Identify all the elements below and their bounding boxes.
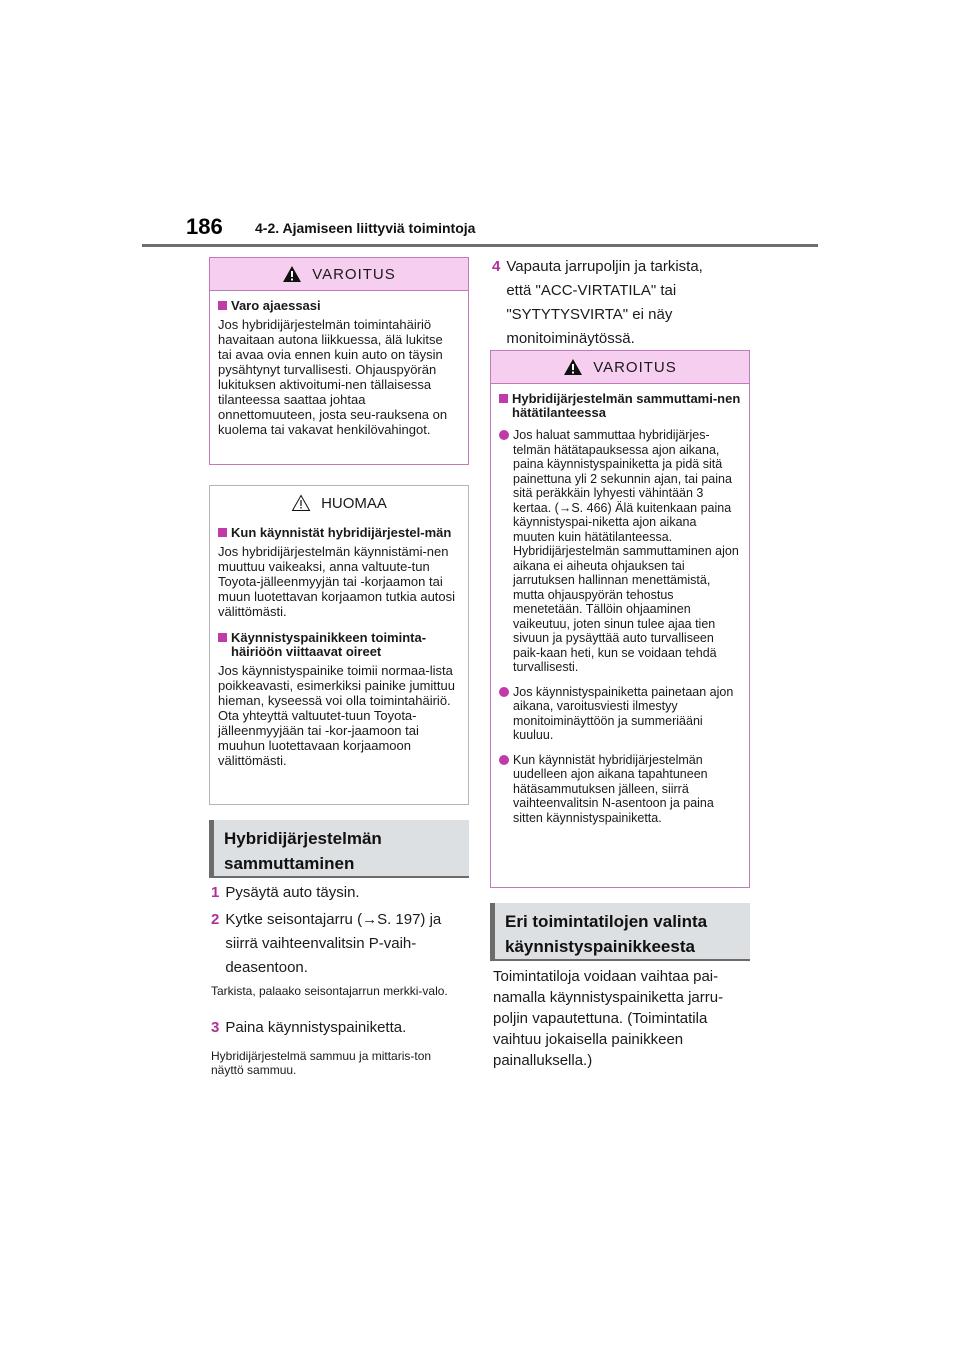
section-heading-shutdown: Hybridijärjestelmän sammuttaminen <box>209 820 469 876</box>
notice-title: HUOMAA <box>321 494 387 512</box>
caution-triangle-icon <box>291 494 311 512</box>
step-3 <box>211 1016 473 1040</box>
step-number: 3 <box>211 1019 220 1036</box>
square-bullet-icon <box>218 633 227 642</box>
page-number: 186 <box>186 214 223 239</box>
warning-bullet <box>499 685 741 743</box>
step-number: 1 <box>211 884 220 901</box>
warning-bullet <box>499 753 741 826</box>
bullet-text: Jos käynnistyspainiketta painetaan ajon aikana, varoitusviesti ilmestyy monitoiminäyttöön ja summeriääni kuuluu. <box>513 684 734 742</box>
square-bullet-icon <box>218 528 227 537</box>
round-bullet-icon <box>499 430 509 440</box>
notice-box <box>209 485 469 805</box>
bullet-text: Kun käynnistät hybridijärjestelmän uudelleen ajon aikana tapahtuneen hätäsammutuksen jälleen, siirrä vaihteenvalitsin N-asentoon ja paina sitten käynnistyspainiketta. <box>513 752 714 825</box>
warning-header <box>210 258 468 291</box>
warning-subheading <box>499 392 741 420</box>
step-2-note: Tarkista, palaako seisontajarrun merkki-valo. <box>211 984 448 998</box>
square-bullet-icon <box>218 301 227 310</box>
notice-subheading-text: Käynnistyspainikkeen toiminta-häiriöön viittaavat oireet <box>231 630 427 659</box>
notice-header <box>210 488 468 518</box>
step-text: Paina käynnistyspainiketta. <box>225 1019 407 1036</box>
step-number: 2 <box>211 911 220 928</box>
bullet-text: Jos haluat sammuttaa hybridijärjes-telmän hätätapauksessa ajon aikana, paina käynnistyspainiketta ja pidä sitä painettuna yli 2 sekunnin ajan, tai paina sitä peräkkäin lyhyesti vähintään 3 kertaa. (→S. 466) Älä kuitenkaan paina käynnistyspai-niketta ajon aikana muuten kuin hätätilanteessa. Hybridijärjestelmän sammuttaminen ajon aikana ei aiheuta ohjauksen tai jarrutuksen hallinnan menettämistä, mutta ohjauspyörän tehostus menetetään. Tällöin ohjaaminen vaikeutuu, joten sinun tulee ajaa tien sivuun ja pysäyttää auto turvalliseen paik-kaan heti, kun se voidaan tehdä turvallisesti. <box>513 428 739 674</box>
warning-bullet <box>499 428 741 675</box>
notice-subheading-text: Kun käynnistät hybridijärjestel-män <box>231 525 452 540</box>
section-title: 4-2. Ajamiseen liittyviä toimintoja <box>255 220 476 236</box>
notice-text-2: Jos käynnistyspainike toimii normaa-lista poikkeavasti, esimerkiksi painike jumittuu hieman, kyseessä voi olla toimintahäiriö. Ota yhteyttä valtuutet-tuun Toyota-jälleenmyyjään tai -kor-jaamoon tai muuhun luotettavaan korjaamoon välittömästi. <box>218 663 455 768</box>
step-number: 4 <box>492 258 501 275</box>
warning-triangle-icon <box>563 358 583 376</box>
warning-header <box>491 351 749 384</box>
notice-subheading-2 <box>218 631 460 659</box>
step-text: Kytke seisontajarru (→S. 197) ja siirrä vaihteenvalitsin P-vaih-deasentoon. <box>225 911 442 976</box>
warning-subheading-text: Hybridijärjestelmän sammuttami-nen hätätilanteessa <box>512 391 741 420</box>
warning-box-driving <box>209 257 469 465</box>
step-4 <box>492 255 732 351</box>
step-text: Vapauta jarrupoljin ja tarkista, että "ACC-VIRTATILA" tai "SYTYTYSVIRTA" ei näy monitoiminäytössä. <box>506 258 703 347</box>
warning-subheading-text: Varo ajaessasi <box>231 298 321 313</box>
warning-title: VAROITUS <box>312 265 396 283</box>
round-bullet-icon <box>499 687 509 697</box>
warning-title: VAROITUS <box>593 358 677 376</box>
step-2 <box>211 908 473 980</box>
warning-triangle-icon <box>282 265 302 283</box>
header-rule <box>142 244 818 247</box>
round-bullet-icon <box>499 755 509 765</box>
step-3-note: Hybridijärjestelmä sammuu ja mittaris-ton näyttö sammuu. <box>211 1049 432 1077</box>
section-heading-modes: Eri toimintatilojen valinta käynnistyspainikkeesta <box>490 903 750 959</box>
square-bullet-icon <box>499 394 508 403</box>
step-1 <box>211 881 471 905</box>
modes-paragraph: Toimintatiloja voidaan vaihtaa pai-namalla käynnistyspainiketta jarru-poljin vapautettuna. (Toimintatila vaihtuu jokaisella painikkeen painalluksella.) <box>493 968 724 1069</box>
notice-subheading-1 <box>218 526 460 540</box>
warning-text: Jos hybridijärjestelmän toimintahäiriö havaitaan autona liikkuessa, älä lukitse tai avaa ovia ennen kuin auto on täysin pysähtynyt turvallisesti. Ohjauspyörän lukituksen aktivoitumi-nen tällaisessa tilanteessa saattaa johtaa onnettomuuteen, josta seu-rauksena on kuolema tai vakavat henkilövahingot. <box>218 317 448 437</box>
step-text: Pysäytä auto täysin. <box>225 884 360 901</box>
warning-box-emergency <box>490 350 750 888</box>
notice-text-1: Jos hybridijärjestelmän käynnistämi-nen muuttuu vaikeaksi, anna valtuute-tun Toyota-jälleenmyyjän tai -korjaamon tai muun luotettavan korjaamon tutkia autosi välittömästi. <box>218 544 456 619</box>
warning-subheading <box>218 299 460 313</box>
